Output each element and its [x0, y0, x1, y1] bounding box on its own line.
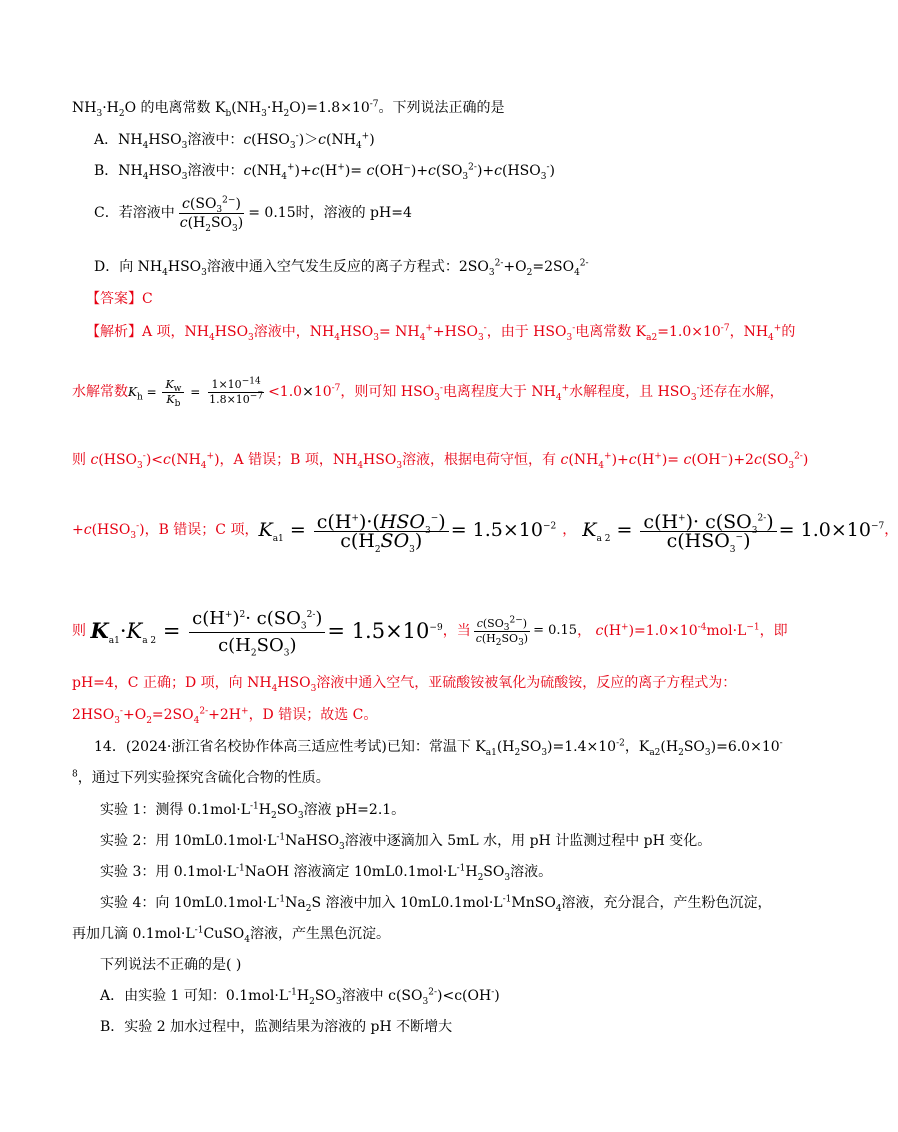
ka1-ka2-formula: $K_{a1}\cdot K_{a 2}$ = $\frac{c(H^+)^2\cdot c(SO_3^{2-})}{c(H_2SO_3)}$ = $1.5\times 10^{-9}$ — [90, 608, 443, 659]
q14-ask: 下列说法不正确的是( ) — [100, 957, 242, 973]
ka1-formula: $K_{a1}$ = $\frac{c(H^+)\cdot(HSO_3^-)}{c(H_2SO_3)}$ = $1.5\times 10^{-2}$ — [258, 510, 557, 555]
ratio-fraction: $\frac{c(SO_3^{2-})}{c(H_2SO_3)}$ — [179, 194, 244, 234]
answer: 【答案】C — [86, 291, 153, 307]
experiment-4: 实验 4：向 $10mL0.1mol\cdot L^{-1}Na_2S$ 溶液中加入 $10mL0.1mol\cdot L^{-1}MnSO_4$溶液，充分混合，产生粉色沉淀， — [100, 894, 772, 914]
q14-option-b: B．实验 2 加水过程中，监测结果为溶液的 pH 不断增大 — [100, 1019, 453, 1035]
analysis-line-6: pH=4，C 正确；D 项，向 $NH_4HSO_3$溶液中通入空气，亚硫酸铵被氧化为硫酸铵，反应的离子方程式为： — [72, 675, 737, 694]
experiment-3: 实验 3：用 $0.1mol\cdot L^{-1}NaOH$ 溶液滴定 $10mL0.1mol\cdot L^{-1}H_2SO_3$溶液。 — [100, 863, 553, 883]
analysis-line-7: $2HSO_3^-+O_2=2SO_4^{2-}+2H^+$，D 错误；故选 C。 — [72, 706, 378, 726]
analysis-line-1: 【解析】A 项，$NH_4HSO_3$溶液中，$NH_4HSO_3= NH_4^++HSO_3^-$，由于 $HSO_3^-$电离常数 $K_{a2}=1.0\times 10^{-7}$，$NH_4^+$的 — [86, 323, 796, 343]
option-c: C．若溶液中 $\frac{c(SO_3^{2-})}{c(H_2SO_3)}$ = 0.15时，溶液的 pH=4 — [94, 194, 412, 234]
question-stem: $NH_3\cdot H_2O$ 的电离常数 $K_b(NH_3\cdot H_2O)=1.8\times 10^{-7}$。下列说法正确的是 — [72, 99, 505, 119]
option-d: D．向 $NH_4HSO_3$溶液中通入空气发生反应的离子方程式：$2SO_3^{2-}+O_2=2SO_4^{2-}$ — [94, 258, 589, 278]
q14-stem-line-1: 14．(2024·浙江省名校协作体高三适应性考试)已知：常温下 $K_{a1}(H_2SO_3)=1.4\times 10^{-2}$，$K_{a2}(H_2SO_3)=6.0\times 10^-$ — [94, 738, 783, 758]
analysis-line-5: 则 $K_{a1}\cdot K_{a 2}$ = $\frac{c(H^+)^2\cdot c(SO_3^{2-})}{c(H_2SO_3)}$ = $1.5\times 10^{-9}$，当 $\frac{c(SO_3^{2-})}{c(H_2SO_3)}$ = 0.15， $c(H^+)=1.0\times 10^{-4}mol\cdot L^{-1}$，即 — [72, 608, 788, 659]
ratio-fraction-2: $\frac{c(SO_3^{2-})}{c(H_2SO_3)}$ = 0.15 — [475, 614, 578, 648]
q14-option-a: A．由实验 1 可知：$0.1mol\cdot L^{-1}H_2SO_3$溶液中 $c(SO_3^{2-})<c(OH^-)$ — [100, 987, 500, 1007]
analysis-line-4: $+c(HSO_3^-)$，B 错误；C 项，$K_{a1}$ = $\frac{c(H^+)\cdot(HSO_3^-)}{c(H_2SO_3)}$ = $1.5\times 10^{-2}$ ， $K_{a 2}$ = $\frac{c(H^+)\cdot c(SO_3^{2-})}{c(HSO_3^-)}$ = $1.0\times 10^{-7}$， — [72, 510, 898, 555]
experiment-4-continued: 再加几滴 $0.1mol\cdot L^{-1}CuSO_4$溶液，产生黑色沉淀。 — [72, 925, 390, 945]
ka2-formula: $K_{a 2}$ = $\frac{c(H^+)\cdot c(SO_3^{2-})}{c(HSO_3^-)}$ = $1.0\times 10^{-7}$ — [582, 510, 885, 555]
option-a: A．$NH_4HSO_3$溶液中：$c(HSO_3^-)>c(NH_4^+)$ — [94, 131, 375, 151]
analysis-line-2: 水解常数$K_h$ = $\frac{K_w}{K_b}$ = $\frac{1\times 10^{-14}}{1.8\times 10^{-7}}$ $<1.0\times 10^{-7}$，则可知 $HSO_3^-$电离程度大于 $NH_4^+$水解程度，且 $HSO_3^-$还存在水解， — [72, 376, 784, 410]
experiment-2: 实验 2：用 $10mL0.1mol\cdot L^{-1}NaHSO_3$溶液中逐滴加入 5mL 水，用 pH 计监测过程中 pH 变化。 — [100, 832, 712, 852]
analysis-line-3: 则 $c(HSO_3^-)<c(NH_4^+)$，A 错误；B 项，$NH_4HSO_3$溶液，根据电荷守恒，有 $c(NH_4^+)+c(H^+)= c(OH^-)+2c(SO_3^{2-})$ — [72, 451, 809, 471]
q14-stem-line-2: $^8$，通过下列实验探究含硫化合物的性质。 — [72, 769, 330, 786]
hydrolysis-constant-formula: $K_h$ = $\frac{K_w}{K_b}$ = $\frac{1\times 10^{-14}}{1.8\times 10^{-7}}$ — [128, 376, 264, 410]
option-b: B．$NH_4HSO_3$溶液中：$c(NH_4^+)+c(H^+)= c(OH^-)+c(SO_3^{2-})+c(HSO_3^-)$ — [94, 162, 555, 182]
experiment-1: 实验 1：测得 $0.1mol\cdot L^{-1}H_2SO_3$溶液 pH=2.1。 — [100, 801, 406, 821]
